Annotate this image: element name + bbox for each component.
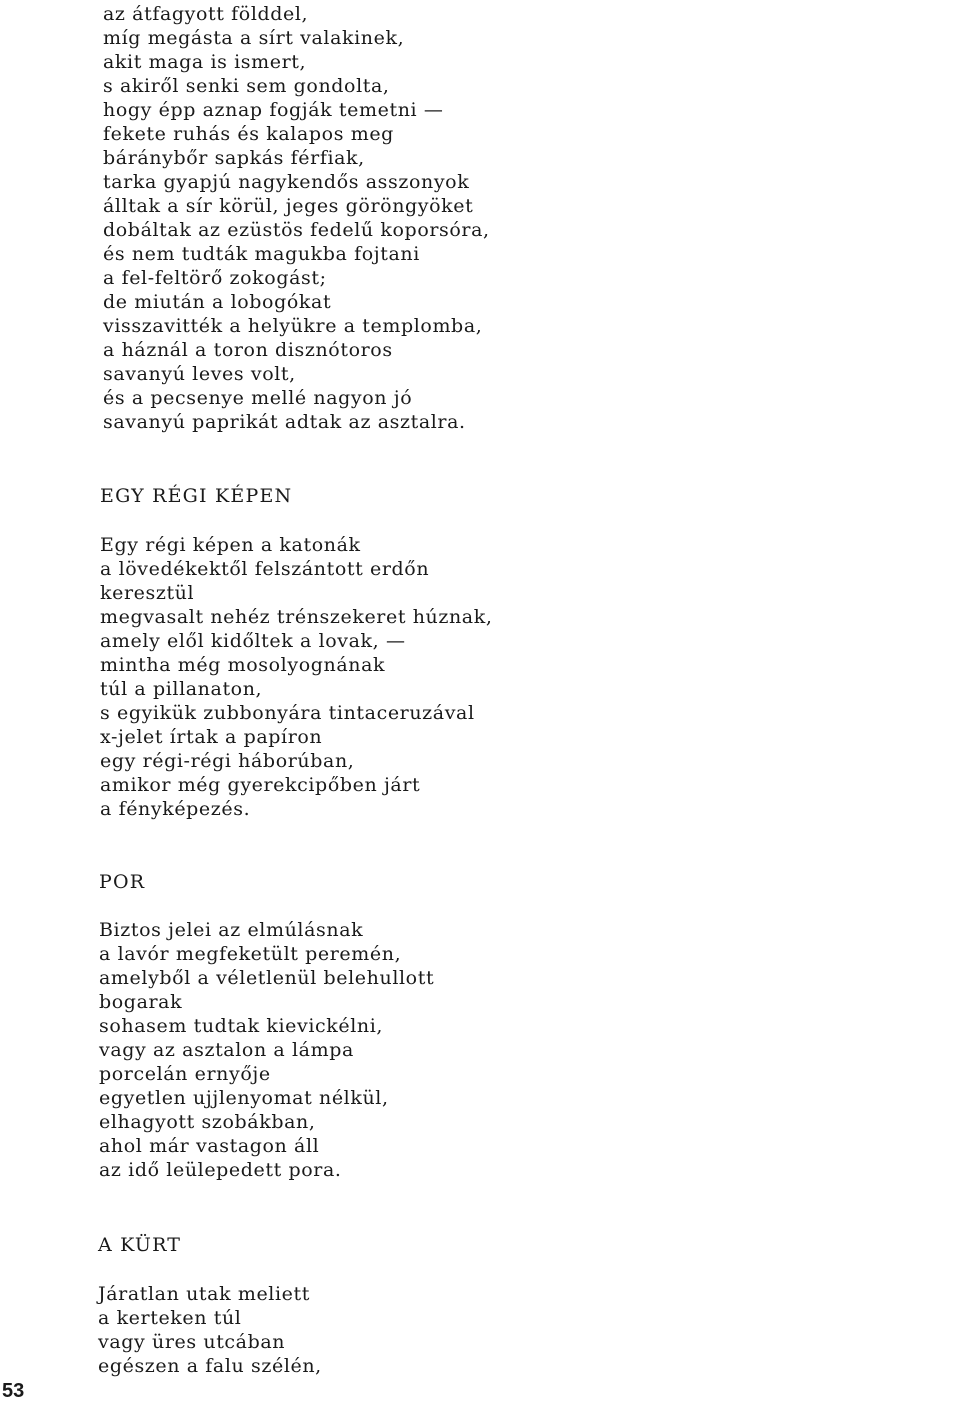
poem-line: egy régi-régi háborúban, xyxy=(100,750,355,772)
poem-line: akit maga is ismert, xyxy=(103,51,307,73)
poem-line: Egy régi képen a katonák xyxy=(100,534,361,556)
poem-title: POR xyxy=(99,871,146,893)
poem-line: a kerteken túl xyxy=(98,1307,242,1329)
poem-line: hogy épp aznap fogják temetni — xyxy=(103,99,444,121)
poem-line: báránybőr sapkás férfiak, xyxy=(103,147,365,169)
poem-line: savanyú leves volt, xyxy=(103,363,296,385)
poem-title: A KÜRT xyxy=(98,1234,182,1256)
poem-line: míg megásta a sírt valakinek, xyxy=(103,27,405,49)
poem-line: amelyből a véletlenül belehullott xyxy=(99,967,435,989)
poem-line: és nem tudták magukba fojtani xyxy=(103,243,420,265)
poem-line: egyetlen ujjlenyomat nélkül, xyxy=(99,1087,389,1109)
poem-line: túl a pillanaton, xyxy=(100,678,263,700)
poem-line: dobáltak az ezüstös fedelű koporsóra, xyxy=(103,219,490,241)
poem-line: a lavór megfeketült peremén, xyxy=(99,943,402,965)
poem-line: mintha még mosolyognának xyxy=(100,654,386,676)
poem-line: amely elől kidőltek a lovak, — xyxy=(100,630,406,652)
poem-line: fekete ruhás és kalapos meg xyxy=(103,123,394,145)
poem-line: Biztos jelei az elmúlásnak xyxy=(99,919,364,941)
poem-line: egészen a falu szélén, xyxy=(98,1355,322,1377)
poem-line: álltak a sír körül, jeges göröngyöket xyxy=(103,195,474,217)
poem-line: de miután a lobogókat xyxy=(103,291,332,313)
poem-line: a fényképezés. xyxy=(100,798,251,820)
poem-line: az idő leülepedett pora. xyxy=(99,1159,342,1181)
poem-line: keresztül xyxy=(100,582,195,604)
poem-line: x-jelet írtak a papíron xyxy=(100,726,323,748)
poem-line: az átfagyott földdel, xyxy=(103,3,309,25)
poem-line: vagy üres utcában xyxy=(98,1331,286,1353)
poem-line: sohasem tudtak kievickélni, xyxy=(99,1015,384,1037)
poem-line: porcelán ernyője xyxy=(99,1063,271,1085)
poem-line: a lövedékektől felszántott erdőn xyxy=(100,558,430,580)
poem-line: amikor még gyerekcipőben járt xyxy=(100,774,421,796)
poem-line: és a pecsenye mellé nagyon jó xyxy=(103,387,413,409)
poem-line: elhagyott szobákban, xyxy=(99,1111,316,1133)
poem-line: savanyú paprikát adtak az asztalra. xyxy=(103,411,466,433)
poem-line: a fel-feltörő zokogást; xyxy=(103,267,327,289)
poem-line: tarka gyapjú nagykendős asszonyok xyxy=(103,171,470,193)
poem-line: visszavitték a helyükre a templomba, xyxy=(103,315,483,337)
page-number: 53 xyxy=(2,1380,25,1402)
poem-line: ahol már vastagon áll xyxy=(99,1135,320,1157)
poem-line: a háznál a toron disznótoros xyxy=(103,339,393,361)
poem-line: Járatlan utak meliett xyxy=(98,1283,310,1305)
poem-line: megvasalt nehéz trénszekeret húznak, xyxy=(100,606,493,628)
poem-line: s egyikük zubbonyára tintaceruzával xyxy=(100,702,475,724)
poem-line: s akiről senki sem gondolta, xyxy=(103,75,390,97)
poem-line: vagy az asztalon a lámpa xyxy=(99,1039,354,1061)
poem-line: bogarak xyxy=(99,991,183,1013)
poem-title: EGY RÉGI KÉPEN xyxy=(100,485,293,507)
